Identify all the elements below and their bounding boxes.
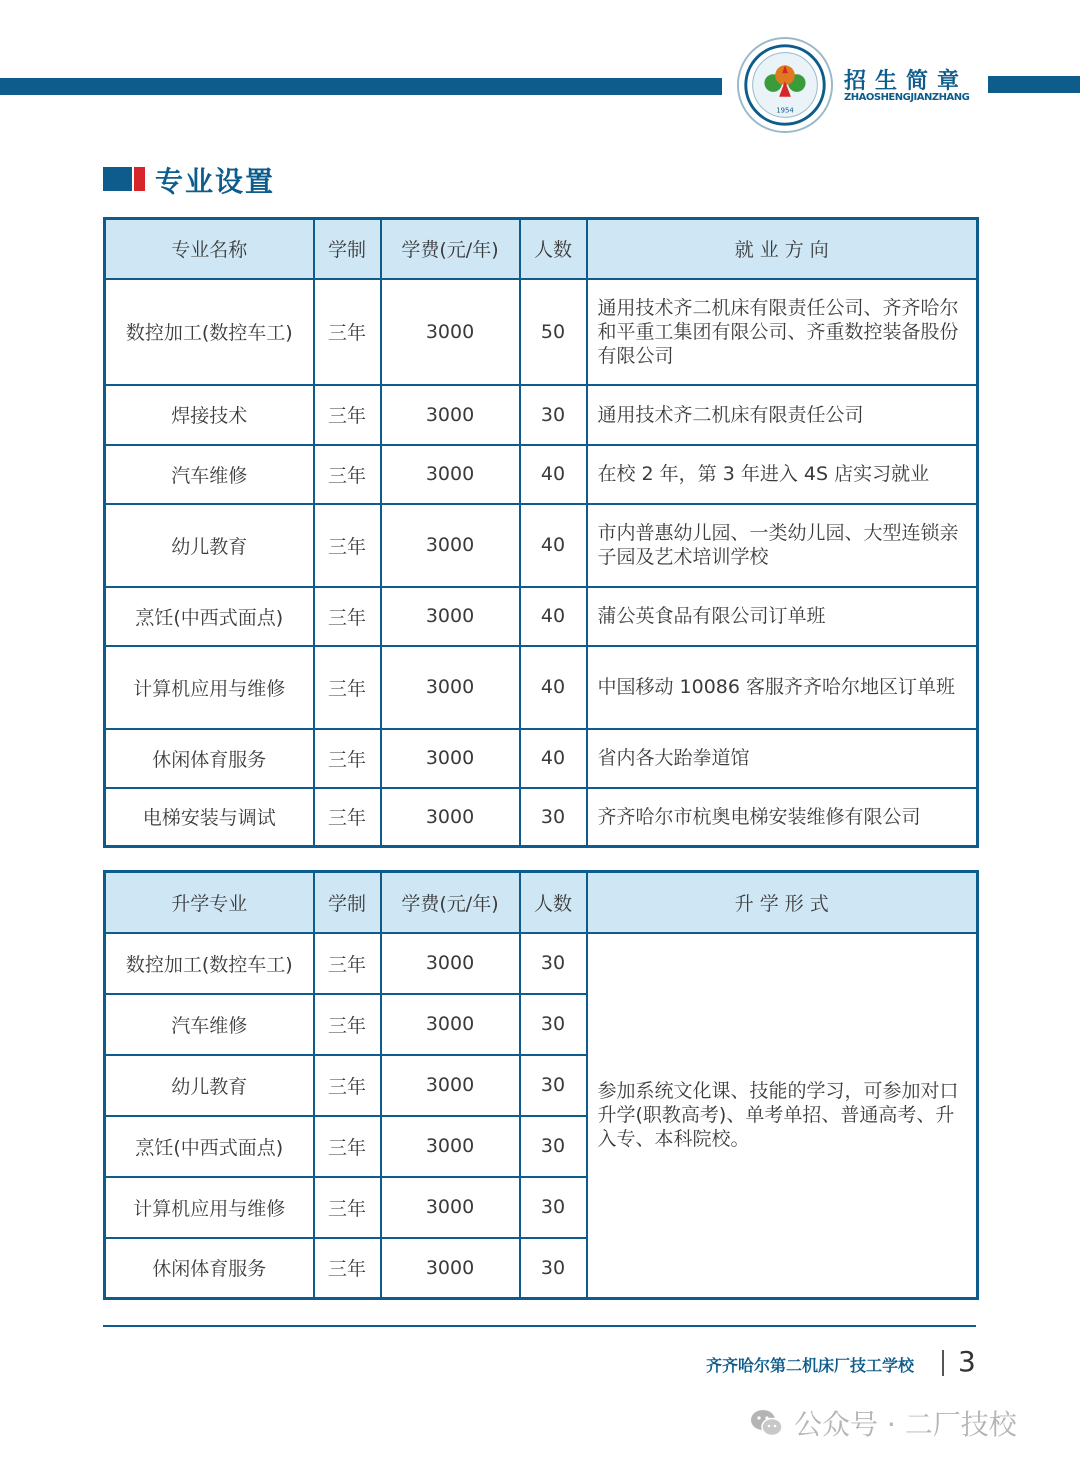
cell-employment: 在校 2 年，第 3 年进入 4S 店实习就业 [587,445,978,504]
cell-tuition: 3000 [381,1238,520,1299]
table-row [105,788,978,847]
wechat-icon [750,1408,784,1438]
table-row [105,729,978,788]
header-tuition: 学费(元/年) [381,219,520,279]
logo-year: 1954 [776,106,794,115]
cell-employment: 齐齐哈尔市杭奥电梯安装维修有限公司 [587,788,978,847]
cell-duration: 三年 [314,646,381,729]
cell-duration: 三年 [314,587,381,646]
cell-count: 50 [520,279,587,385]
header-duration: 学制 [314,219,381,279]
table-header-row [105,219,978,279]
cell-duration: 三年 [314,1055,381,1116]
cell-major: 烹饪(中西式面点) [105,1116,314,1177]
cell-employment: 中国移动 10086 客服齐齐哈尔地区订单班 [587,646,978,729]
table-header-row [105,872,978,933]
cell-major: 计算机应用与维修 [105,646,314,729]
section-title: 专业设置 [155,165,276,198]
cell-duration: 三年 [314,994,381,1055]
table-row [105,504,978,587]
header-count: 人数 [520,219,587,279]
cell-tuition: 3000 [381,994,520,1055]
cell-tuition: 3000 [381,385,520,445]
cell-employment: 通用技术齐二机床有限责任公司、齐齐哈尔和平重工集团有限公司、齐重数控装备股份有限公司 [587,279,978,385]
header-major: 升学专业 [105,872,314,933]
cell-major: 幼儿教育 [105,504,314,587]
watermark [750,1403,1017,1443]
cell-major: 烹饪(中西式面点) [105,587,314,646]
cell-major: 休闲体育服务 [105,729,314,788]
cell-major: 电梯安装与调试 [105,788,314,847]
cell-duration: 三年 [314,933,381,994]
cell-major: 休闲体育服务 [105,1238,314,1299]
header-employment: 就 业 方 向 [587,219,978,279]
cell-major: 幼儿教育 [105,1055,314,1116]
cell-tuition: 3000 [381,646,520,729]
footer-school-name: 齐齐哈尔第二机床厂技工学校 [706,1356,915,1375]
cell-employment: 省内各大跆拳道馆 [587,729,978,788]
cell-count: 40 [520,504,587,587]
table-row [105,933,978,994]
cell-duration: 三年 [314,1116,381,1177]
cell-duration: 三年 [314,1238,381,1299]
table-row [105,587,978,646]
cell-duration: 三年 [314,729,381,788]
cell-count: 30 [520,994,587,1055]
table-row [105,646,978,729]
watermark-text: 公众号 · 二厂技校 [794,1408,1017,1441]
cell-tuition: 3000 [381,1177,520,1238]
cell-count: 40 [520,587,587,646]
cell-count: 30 [520,1055,587,1116]
table-row [105,445,978,504]
cell-major: 汽车维修 [105,994,314,1055]
header-count: 人数 [520,872,587,933]
cell-count: 40 [520,445,587,504]
cell-major: 数控加工(数控车工) [105,933,314,994]
footer-separator [942,1350,944,1376]
cell-count: 40 [520,646,587,729]
cell-tuition: 3000 [381,279,520,385]
table-row [105,385,978,445]
school-logo-icon [736,36,834,134]
brand-subtitle: ZHAOSHENGJIANZHANG [844,92,970,103]
cell-duration: 三年 [314,385,381,445]
header-tuition: 学费(元/年) [381,872,520,933]
cell-tuition: 3000 [381,933,520,994]
section-marker [103,167,145,191]
cell-count: 30 [520,788,587,847]
cell-employment: 市内普惠幼儿园、一类幼儿园、大型连锁亲子园及艺术培训学校 [587,504,978,587]
page-number: 3 [958,1345,976,1378]
header-bar-right [988,76,1080,93]
cell-tuition: 3000 [381,445,520,504]
cell-employment: 蒲公英食品有限公司订单班 [587,587,978,646]
brand-title: 招生简章 [844,69,969,94]
cell-major: 数控加工(数控车工) [105,279,314,385]
header-study-form: 升 学 形 式 [587,872,978,933]
cell-tuition: 3000 [381,788,520,847]
footer-rule [103,1325,976,1327]
cell-tuition: 3000 [381,587,520,646]
cell-tuition: 3000 [381,504,520,587]
cell-tuition: 3000 [381,729,520,788]
cell-duration: 三年 [314,279,381,385]
employment-table [103,217,979,848]
header-duration: 学制 [314,872,381,933]
cell-count: 30 [520,1116,587,1177]
cell-employment: 通用技术齐二机床有限责任公司 [587,385,978,445]
cell-tuition: 3000 [381,1116,520,1177]
cell-duration: 三年 [314,445,381,504]
cell-count: 30 [520,933,587,994]
cell-count: 30 [520,1177,587,1238]
cell-major: 焊接技术 [105,385,314,445]
cell-major: 计算机应用与维修 [105,1177,314,1238]
cell-count: 30 [520,385,587,445]
table-row [105,279,978,385]
header-major: 专业名称 [105,219,314,279]
cell-study-form: 参加系统文化课、技能的学习，可参加对口升学(职教高考)、单考单招、普通高考、升入专、本科院校。 [587,933,978,1299]
header-bar [0,78,722,95]
cell-tuition: 3000 [381,1055,520,1116]
cell-count: 30 [520,1238,587,1299]
cell-major: 汽车维修 [105,445,314,504]
cell-duration: 三年 [314,1177,381,1238]
further-study-table [103,870,979,1300]
cell-duration: 三年 [314,504,381,587]
cell-duration: 三年 [314,788,381,847]
cell-count: 40 [520,729,587,788]
